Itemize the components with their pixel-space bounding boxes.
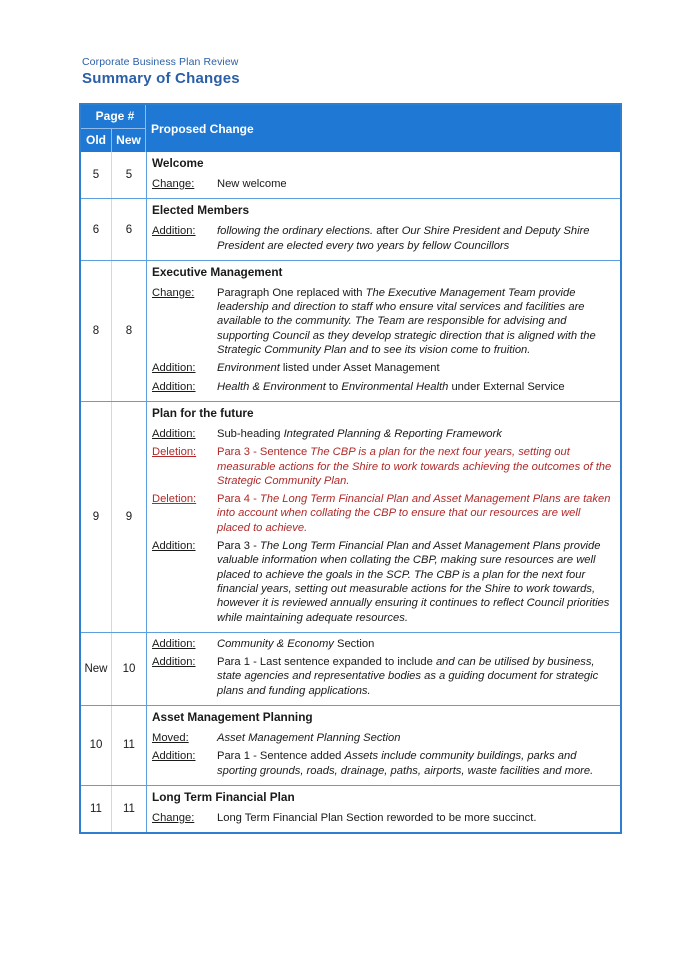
change-type-label: Deletion: xyxy=(152,446,197,459)
old-page-cell: New xyxy=(81,633,112,705)
new-page-cell: 8 xyxy=(112,261,147,401)
change-entry xyxy=(152,492,616,535)
change-text-segment: Community & Economy xyxy=(217,637,334,650)
change-text-segment: following the ordinary elections. xyxy=(217,225,374,238)
old-page-cell: 10 xyxy=(81,706,112,785)
change-text-segment: Assets include community buildings, parks and sporting grounds, roads, drainage, paths, airports, waste facilities and more. xyxy=(217,750,594,777)
new-column-header: New xyxy=(116,133,141,147)
old-column-header: Old xyxy=(81,129,112,152)
old-page-cell: 6 xyxy=(81,199,112,260)
table-row xyxy=(81,705,620,785)
table-row xyxy=(81,152,620,198)
change-entry xyxy=(152,445,616,488)
change-description xyxy=(217,177,616,191)
section-title: Asset Management Planning xyxy=(152,710,313,725)
section-title: Plan for the future xyxy=(152,405,254,420)
change-text-segment: to xyxy=(325,380,342,393)
change-text-segment: Section xyxy=(333,637,375,650)
new-page-cell: 9 xyxy=(112,402,147,632)
change-text-segment: The Long Term Financial Plan and Asset Management Plans provide valuable information when collating the CBP, making sure resources are well placed to achieve the goals in the SCP. The CBP is a plan for the next four financial years, setting out measurable actions for the Shire to work towards, however it is reviewed annually ensuring it continues to reflect Council priorities while maintaining adequate resources. xyxy=(217,540,610,624)
new-page-cell: 11 xyxy=(112,706,147,785)
old-page-cell: 5 xyxy=(81,152,112,198)
table-row xyxy=(81,260,620,401)
change-text-segment: Health & Environment xyxy=(217,380,326,393)
change-description xyxy=(217,445,616,488)
change-entry xyxy=(152,380,616,394)
change-text-segment: Paragraph One replaced with xyxy=(217,286,366,299)
section-title: Long Term Financial Plan xyxy=(152,789,295,804)
change-text-segment: Integrated Planning & Reporting Framework xyxy=(283,427,502,440)
change-description xyxy=(217,637,616,651)
change-entry xyxy=(152,361,616,375)
change-entry xyxy=(152,539,616,625)
document-subtitle: Corporate Business Plan Review xyxy=(82,56,239,68)
change-description xyxy=(217,492,616,535)
change-type-label: Addition: xyxy=(152,362,196,375)
change-type-label: Addition: xyxy=(152,225,196,238)
change-entry xyxy=(152,427,616,441)
proposed-change-cell xyxy=(147,706,620,785)
change-text-segment: Environmental Health xyxy=(341,380,449,393)
change-entry xyxy=(152,286,616,357)
document-header xyxy=(82,56,240,87)
change-text-segment: The Executive Management Team provide leadership and direction to staff who ensure vital services and facilities are available to the community. The Team are responsible for advising and supporting Council as they develop strategic direction that is aligned with the Strategic Community Plan and to see its vision come to fruition. xyxy=(217,286,596,357)
change-type-label: Addition: xyxy=(152,540,196,553)
change-type-label: Addition: xyxy=(152,637,196,650)
table-header xyxy=(81,105,620,152)
old-page-cell: 9 xyxy=(81,402,112,632)
change-text-segment: The Long Term Financial Plan and Asset Management Plans are taken into account when collating the CBP to ensure that our resources are well placed to achieve. xyxy=(217,493,611,534)
change-entry xyxy=(152,177,616,191)
table-row xyxy=(81,785,620,832)
change-text-segment: Para 1 - Last sentence expanded to include xyxy=(217,656,436,669)
new-page-cell: 5 xyxy=(112,152,147,198)
change-description xyxy=(217,749,616,778)
change-text-segment: and can be utilised by business, state agencies and representative bodies as a guiding document for strategic plans and funding applications. xyxy=(217,656,599,697)
change-entry xyxy=(152,811,616,825)
change-text-segment: Para 3 - xyxy=(217,540,260,553)
change-text-segment: under External Service xyxy=(448,380,565,393)
change-description xyxy=(217,539,616,625)
change-text-segment: Asset Management Planning Section xyxy=(217,732,401,745)
proposed-change-cell xyxy=(147,261,620,401)
proposed-change-header: Proposed Change xyxy=(151,121,254,136)
change-description xyxy=(217,286,616,357)
change-type-label: Addition: xyxy=(152,380,196,393)
section-title: Executive Management xyxy=(152,264,283,279)
change-type-label: Addition: xyxy=(152,656,196,669)
change-text-segment: Para 1 - Sentence added xyxy=(217,750,345,763)
page-number-header xyxy=(81,105,146,152)
table-row xyxy=(81,632,620,705)
change-text-segment: Environment xyxy=(217,362,280,375)
table-row xyxy=(81,401,620,632)
change-type-label: Deletion: xyxy=(152,493,197,506)
change-text-segment: listed under Asset Management xyxy=(279,362,440,375)
change-description xyxy=(217,731,616,745)
old-page-cell: 8 xyxy=(81,261,112,401)
changes-table xyxy=(79,103,622,834)
document-title: Summary of Changes xyxy=(82,70,240,87)
page-header-label: Page # xyxy=(81,105,145,129)
change-description xyxy=(217,361,616,375)
change-type-label: Addition: xyxy=(152,427,196,440)
proposed-change-cell xyxy=(147,199,620,260)
change-entry xyxy=(152,224,616,253)
change-type-label: Change: xyxy=(152,178,195,190)
change-text-segment: Long Term Financial Plan Section reworded to be more succinct. xyxy=(217,811,537,824)
change-text-segment: The CBP is a plan for the next four years, setting out measurable actions for the Shire to work towards achieving the outcomes of the Strategic Community Plan. xyxy=(217,446,612,487)
new-page-cell: 6 xyxy=(112,199,147,260)
section-title: Welcome xyxy=(152,156,204,170)
change-text-segment: Our Shire President and Deputy Shire President are elected every two years by fellow Councillors xyxy=(217,225,590,252)
new-page-cell: 11 xyxy=(112,786,147,832)
proposed-change-cell xyxy=(147,786,620,832)
change-text-segment: Sub-heading xyxy=(217,427,284,440)
change-text-segment: after xyxy=(373,225,402,238)
table-row xyxy=(81,198,620,260)
change-text-segment: New welcome xyxy=(217,178,287,190)
table-body xyxy=(81,152,620,832)
change-type-label: Change: xyxy=(152,286,195,299)
new-page-cell: 10 xyxy=(112,633,147,705)
proposed-change-cell xyxy=(147,402,620,632)
change-type-label: Change: xyxy=(152,811,195,824)
section-title: Elected Members xyxy=(152,203,250,218)
change-description xyxy=(217,811,616,825)
proposed-change-cell xyxy=(147,633,620,705)
proposed-change-cell xyxy=(147,152,620,198)
change-entry xyxy=(152,655,616,698)
change-entry xyxy=(152,749,616,778)
change-type-label: Addition: xyxy=(152,750,196,763)
change-description xyxy=(217,427,616,441)
change-entry xyxy=(152,637,616,651)
change-description xyxy=(217,380,616,394)
change-text-segment: Para 3 - Sentence xyxy=(217,446,311,459)
change-entry xyxy=(152,731,616,745)
change-description xyxy=(217,655,616,698)
change-type-label: Moved: xyxy=(152,732,189,745)
change-description xyxy=(217,224,616,253)
old-page-cell: 11 xyxy=(81,786,112,832)
change-text-segment: Para 4 - xyxy=(217,493,260,506)
